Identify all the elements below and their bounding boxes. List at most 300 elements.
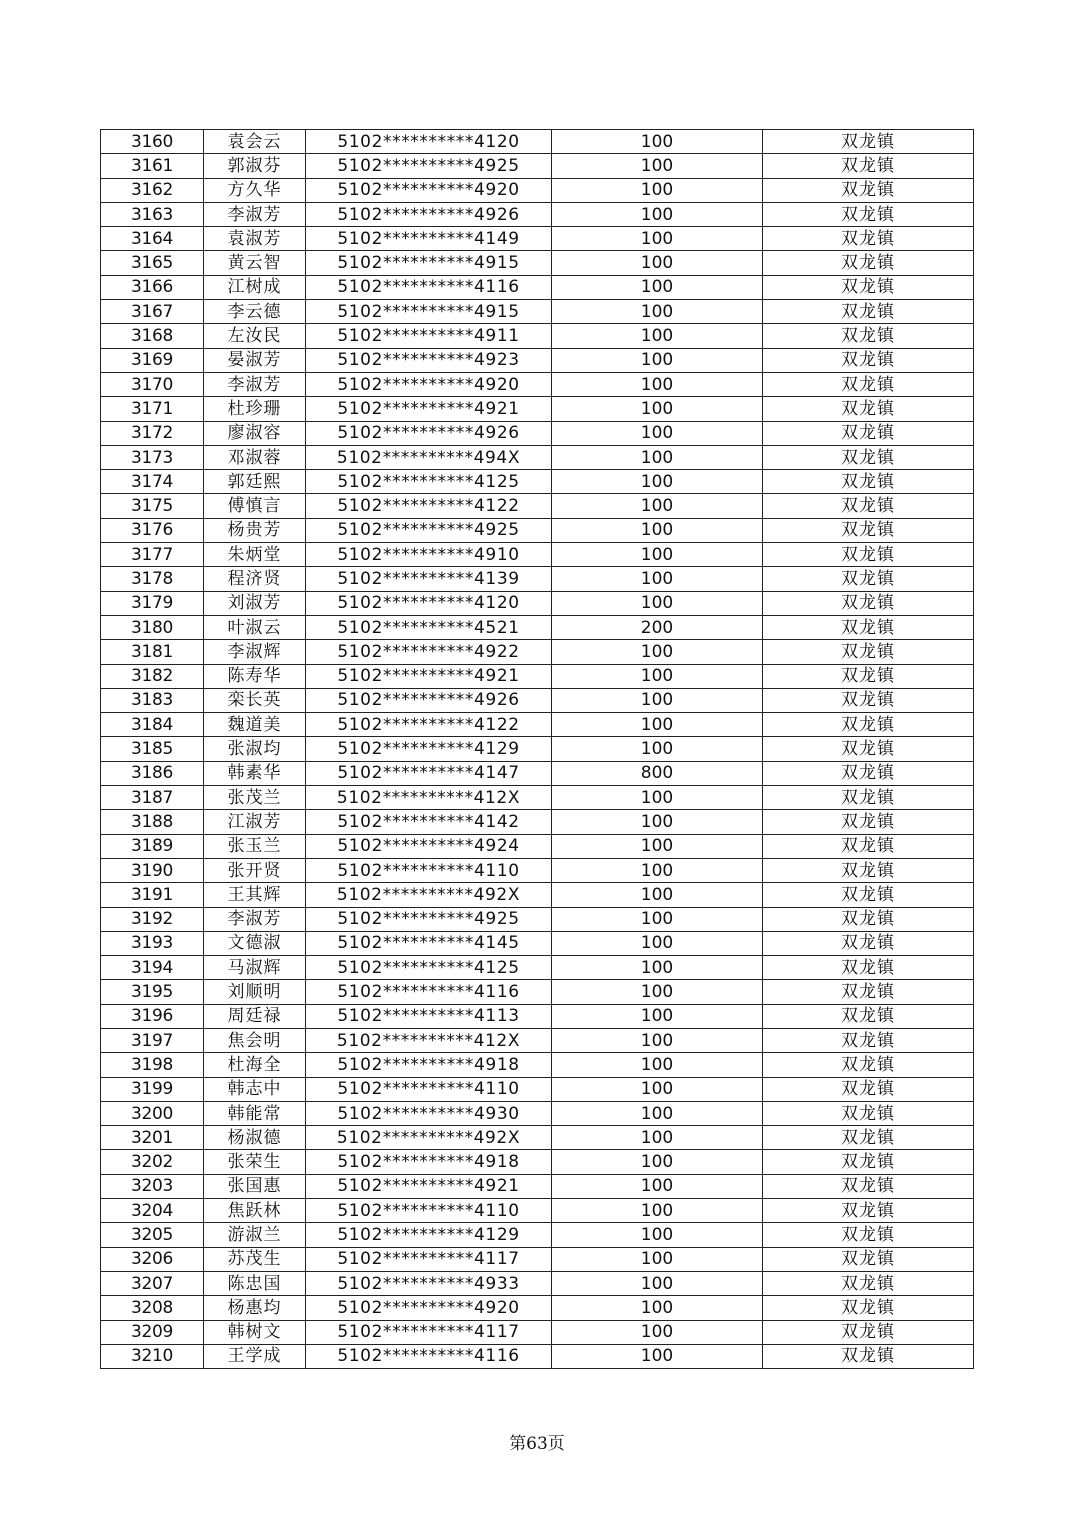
id-number-cell: 5102**********4116 (306, 275, 552, 299)
town-cell: 双龙镇 (763, 1101, 974, 1125)
name-cell: 方久华 (204, 178, 306, 202)
serial-number-cell: 3186 (101, 761, 204, 785)
table-row (101, 518, 974, 542)
town-cell: 双龙镇 (763, 1296, 974, 1320)
amount-cell: 100 (552, 154, 763, 178)
town-cell: 双龙镇 (763, 591, 974, 615)
name-cell: 杜海全 (204, 1053, 306, 1077)
serial-number-cell: 3190 (101, 858, 204, 882)
amount-cell: 100 (552, 591, 763, 615)
serial-number-cell: 3171 (101, 397, 204, 421)
serial-number-cell: 3184 (101, 713, 204, 737)
name-cell: 陈忠国 (204, 1271, 306, 1295)
table-row (101, 421, 974, 445)
town-cell: 双龙镇 (763, 130, 974, 154)
id-number-cell: 5102**********4918 (306, 1053, 552, 1077)
id-number-cell: 5102**********4125 (306, 956, 552, 980)
name-cell: 程济贤 (204, 567, 306, 591)
amount-cell: 100 (552, 1077, 763, 1101)
table-row (101, 1101, 974, 1125)
amount-cell: 100 (552, 130, 763, 154)
amount-cell: 100 (552, 1247, 763, 1271)
amount-cell: 100 (552, 713, 763, 737)
serial-number-cell: 3165 (101, 251, 204, 275)
name-cell: 陈寿华 (204, 664, 306, 688)
table-row (101, 858, 974, 882)
name-cell: 杨贵芳 (204, 518, 306, 542)
name-cell: 郭廷熙 (204, 470, 306, 494)
id-number-cell: 5102**********4116 (306, 980, 552, 1004)
id-number-cell: 5102**********412X (306, 786, 552, 810)
town-cell: 双龙镇 (763, 202, 974, 226)
id-number-cell: 5102**********4142 (306, 810, 552, 834)
name-cell: 李云德 (204, 300, 306, 324)
table-row (101, 591, 974, 615)
name-cell: 杜珍珊 (204, 397, 306, 421)
town-cell: 双龙镇 (763, 421, 974, 445)
town-cell: 双龙镇 (763, 737, 974, 761)
id-number-cell: 5102**********4110 (306, 1077, 552, 1101)
name-cell: 郭淑芬 (204, 154, 306, 178)
id-number-cell: 5102**********4139 (306, 567, 552, 591)
amount-cell: 100 (552, 1174, 763, 1198)
town-cell: 双龙镇 (763, 761, 974, 785)
serial-number-cell: 3172 (101, 421, 204, 445)
town-cell: 双龙镇 (763, 956, 974, 980)
town-cell: 双龙镇 (763, 1150, 974, 1174)
amount-cell: 100 (552, 324, 763, 348)
serial-number-cell: 3189 (101, 834, 204, 858)
id-number-cell: 5102**********4110 (306, 1199, 552, 1223)
id-number-cell: 5102**********4920 (306, 372, 552, 396)
amount-cell: 100 (552, 980, 763, 1004)
serial-number-cell: 3209 (101, 1320, 204, 1344)
serial-number-cell: 3183 (101, 688, 204, 712)
table-row (101, 275, 974, 299)
table-row (101, 227, 974, 251)
name-cell: 叶淑云 (204, 615, 306, 639)
serial-number-cell: 3192 (101, 907, 204, 931)
name-cell: 袁会云 (204, 130, 306, 154)
amount-cell: 100 (552, 1004, 763, 1028)
amount-cell: 100 (552, 445, 763, 469)
name-cell: 王学成 (204, 1344, 306, 1368)
name-cell: 魏道美 (204, 713, 306, 737)
table-row (101, 1053, 974, 1077)
name-cell: 张荣生 (204, 1150, 306, 1174)
serial-number-cell: 3210 (101, 1344, 204, 1368)
table-row (101, 1344, 974, 1368)
table-row (101, 664, 974, 688)
name-cell: 廖淑容 (204, 421, 306, 445)
id-number-cell: 5102**********4921 (306, 1174, 552, 1198)
town-cell: 双龙镇 (763, 1271, 974, 1295)
table-row (101, 1126, 974, 1150)
records-table (100, 129, 974, 1369)
serial-number-cell: 3198 (101, 1053, 204, 1077)
id-number-cell: 5102**********4147 (306, 761, 552, 785)
town-cell: 双龙镇 (763, 518, 974, 542)
serial-number-cell: 3178 (101, 567, 204, 591)
serial-number-cell: 3197 (101, 1028, 204, 1052)
amount-cell: 100 (552, 786, 763, 810)
amount-cell: 100 (552, 1028, 763, 1052)
serial-number-cell: 3201 (101, 1126, 204, 1150)
id-number-cell: 5102**********4920 (306, 178, 552, 202)
town-cell: 双龙镇 (763, 1344, 974, 1368)
id-number-cell: 5102**********4926 (306, 421, 552, 445)
table-row (101, 1174, 974, 1198)
amount-cell: 100 (552, 178, 763, 202)
serial-number-cell: 3177 (101, 543, 204, 567)
table-row (101, 1296, 974, 1320)
name-cell: 王其辉 (204, 883, 306, 907)
id-number-cell: 5102**********4113 (306, 1004, 552, 1028)
id-number-cell: 5102**********4915 (306, 300, 552, 324)
serial-number-cell: 3188 (101, 810, 204, 834)
amount-cell: 100 (552, 1126, 763, 1150)
id-number-cell: 5102**********4933 (306, 1271, 552, 1295)
table-row (101, 543, 974, 567)
records-sheet (100, 129, 973, 1369)
table-row (101, 372, 974, 396)
id-number-cell: 5102**********4521 (306, 615, 552, 639)
town-cell: 双龙镇 (763, 348, 974, 372)
amount-cell: 100 (552, 543, 763, 567)
table-row (101, 470, 974, 494)
serial-number-cell: 3187 (101, 786, 204, 810)
town-cell: 双龙镇 (763, 300, 974, 324)
amount-cell: 100 (552, 956, 763, 980)
name-cell: 韩能常 (204, 1101, 306, 1125)
name-cell: 左汝民 (204, 324, 306, 348)
amount-cell: 100 (552, 858, 763, 882)
amount-cell: 100 (552, 275, 763, 299)
amount-cell: 100 (552, 907, 763, 931)
serial-number-cell: 3195 (101, 980, 204, 1004)
serial-number-cell: 3185 (101, 737, 204, 761)
id-number-cell: 5102**********4925 (306, 154, 552, 178)
amount-cell: 100 (552, 1199, 763, 1223)
table-row (101, 931, 974, 955)
serial-number-cell: 3164 (101, 227, 204, 251)
amount-cell: 100 (552, 518, 763, 542)
amount-cell: 100 (552, 810, 763, 834)
table-row (101, 834, 974, 858)
name-cell: 张淑均 (204, 737, 306, 761)
amount-cell: 100 (552, 640, 763, 664)
name-cell: 晏淑芳 (204, 348, 306, 372)
id-number-cell: 5102**********4922 (306, 640, 552, 664)
table-row (101, 1004, 974, 1028)
name-cell: 杨惠均 (204, 1296, 306, 1320)
serial-number-cell: 3206 (101, 1247, 204, 1271)
id-number-cell: 5102**********4923 (306, 348, 552, 372)
id-number-cell: 5102**********4915 (306, 251, 552, 275)
serial-number-cell: 3170 (101, 372, 204, 396)
town-cell: 双龙镇 (763, 1126, 974, 1150)
amount-cell: 100 (552, 737, 763, 761)
name-cell: 李淑芳 (204, 202, 306, 226)
serial-number-cell: 3181 (101, 640, 204, 664)
table-row (101, 956, 974, 980)
table-row (101, 348, 974, 372)
name-cell: 李淑辉 (204, 640, 306, 664)
name-cell: 焦跃林 (204, 1199, 306, 1223)
town-cell: 双龙镇 (763, 1028, 974, 1052)
serial-number-cell: 3180 (101, 615, 204, 639)
id-number-cell: 5102**********4125 (306, 470, 552, 494)
town-cell: 双龙镇 (763, 1004, 974, 1028)
name-cell: 张开贤 (204, 858, 306, 882)
amount-cell: 800 (552, 761, 763, 785)
town-cell: 双龙镇 (763, 640, 974, 664)
town-cell: 双龙镇 (763, 931, 974, 955)
amount-cell: 100 (552, 1344, 763, 1368)
table-row (101, 737, 974, 761)
id-number-cell: 5102**********4924 (306, 834, 552, 858)
town-cell: 双龙镇 (763, 1077, 974, 1101)
name-cell: 黄云智 (204, 251, 306, 275)
serial-number-cell: 3160 (101, 130, 204, 154)
records-table-body (101, 130, 974, 1369)
table-row (101, 300, 974, 324)
id-number-cell: 5102**********494X (306, 445, 552, 469)
id-number-cell: 5102**********4918 (306, 1150, 552, 1174)
amount-cell: 100 (552, 883, 763, 907)
serial-number-cell: 3202 (101, 1150, 204, 1174)
table-row (101, 445, 974, 469)
table-row (101, 615, 974, 639)
id-number-cell: 5102**********4122 (306, 494, 552, 518)
table-row (101, 786, 974, 810)
id-number-cell: 5102**********4925 (306, 518, 552, 542)
serial-number-cell: 3194 (101, 956, 204, 980)
table-row (101, 130, 974, 154)
town-cell: 双龙镇 (763, 227, 974, 251)
amount-cell: 100 (552, 397, 763, 421)
town-cell: 双龙镇 (763, 543, 974, 567)
amount-cell: 100 (552, 202, 763, 226)
serial-number-cell: 3166 (101, 275, 204, 299)
amount-cell: 100 (552, 1296, 763, 1320)
table-row (101, 251, 974, 275)
serial-number-cell: 3191 (101, 883, 204, 907)
amount-cell: 100 (552, 227, 763, 251)
id-number-cell: 5102**********4129 (306, 737, 552, 761)
id-number-cell: 5102**********4149 (306, 227, 552, 251)
town-cell: 双龙镇 (763, 858, 974, 882)
serial-number-cell: 3204 (101, 1199, 204, 1223)
name-cell: 张国惠 (204, 1174, 306, 1198)
table-row (101, 178, 974, 202)
serial-number-cell: 3208 (101, 1296, 204, 1320)
amount-cell: 100 (552, 348, 763, 372)
name-cell: 韩树文 (204, 1320, 306, 1344)
table-row (101, 1247, 974, 1271)
amount-cell: 200 (552, 615, 763, 639)
name-cell: 刘顺明 (204, 980, 306, 1004)
table-row (101, 567, 974, 591)
table-row (101, 810, 974, 834)
name-cell: 江淑芳 (204, 810, 306, 834)
table-row (101, 1223, 974, 1247)
town-cell: 双龙镇 (763, 810, 974, 834)
id-number-cell: 5102**********4116 (306, 1344, 552, 1368)
town-cell: 双龙镇 (763, 664, 974, 688)
id-number-cell: 5102**********4925 (306, 907, 552, 931)
id-number-cell: 5102**********4117 (306, 1320, 552, 1344)
town-cell: 双龙镇 (763, 1320, 974, 1344)
serial-number-cell: 3205 (101, 1223, 204, 1247)
table-row (101, 1320, 974, 1344)
name-cell: 游淑兰 (204, 1223, 306, 1247)
name-cell: 袁淑芳 (204, 227, 306, 251)
id-number-cell: 5102**********4120 (306, 130, 552, 154)
name-cell: 邓淑蓉 (204, 445, 306, 469)
town-cell: 双龙镇 (763, 178, 974, 202)
amount-cell: 100 (552, 834, 763, 858)
table-row (101, 397, 974, 421)
serial-number-cell: 3203 (101, 1174, 204, 1198)
name-cell: 江树成 (204, 275, 306, 299)
amount-cell: 100 (552, 931, 763, 955)
amount-cell: 100 (552, 567, 763, 591)
id-number-cell: 5102**********4926 (306, 688, 552, 712)
id-number-cell: 5102**********4930 (306, 1101, 552, 1125)
id-number-cell: 5102**********492X (306, 883, 552, 907)
name-cell: 张茂兰 (204, 786, 306, 810)
town-cell: 双龙镇 (763, 1247, 974, 1271)
table-row (101, 1199, 974, 1223)
town-cell: 双龙镇 (763, 688, 974, 712)
serial-number-cell: 3162 (101, 178, 204, 202)
town-cell: 双龙镇 (763, 615, 974, 639)
town-cell: 双龙镇 (763, 470, 974, 494)
serial-number-cell: 3175 (101, 494, 204, 518)
serial-number-cell: 3196 (101, 1004, 204, 1028)
town-cell: 双龙镇 (763, 154, 974, 178)
amount-cell: 100 (552, 1320, 763, 1344)
id-number-cell: 5102**********412X (306, 1028, 552, 1052)
table-row (101, 494, 974, 518)
id-number-cell: 5102**********492X (306, 1126, 552, 1150)
name-cell: 杨淑德 (204, 1126, 306, 1150)
table-row (101, 1271, 974, 1295)
town-cell: 双龙镇 (763, 324, 974, 348)
town-cell: 双龙镇 (763, 372, 974, 396)
town-cell: 双龙镇 (763, 1223, 974, 1247)
table-row (101, 713, 974, 737)
amount-cell: 100 (552, 1101, 763, 1125)
serial-number-cell: 3168 (101, 324, 204, 348)
town-cell: 双龙镇 (763, 980, 974, 1004)
name-cell: 马淑辉 (204, 956, 306, 980)
table-row (101, 324, 974, 348)
name-cell: 苏茂生 (204, 1247, 306, 1271)
town-cell: 双龙镇 (763, 786, 974, 810)
name-cell: 栾长英 (204, 688, 306, 712)
serial-number-cell: 3199 (101, 1077, 204, 1101)
page-number: 第63页 (509, 1434, 565, 1454)
table-row (101, 1028, 974, 1052)
serial-number-cell: 3167 (101, 300, 204, 324)
serial-number-cell: 3173 (101, 445, 204, 469)
serial-number-cell: 3174 (101, 470, 204, 494)
amount-cell: 100 (552, 1271, 763, 1295)
amount-cell: 100 (552, 494, 763, 518)
table-row (101, 907, 974, 931)
serial-number-cell: 3176 (101, 518, 204, 542)
town-cell: 双龙镇 (763, 567, 974, 591)
town-cell: 双龙镇 (763, 445, 974, 469)
id-number-cell: 5102**********4110 (306, 858, 552, 882)
town-cell: 双龙镇 (763, 251, 974, 275)
amount-cell: 100 (552, 688, 763, 712)
table-row (101, 1150, 974, 1174)
town-cell: 双龙镇 (763, 1199, 974, 1223)
table-row (101, 883, 974, 907)
id-number-cell: 5102**********4145 (306, 931, 552, 955)
amount-cell: 100 (552, 1223, 763, 1247)
table-row (101, 761, 974, 785)
id-number-cell: 5102**********4117 (306, 1247, 552, 1271)
serial-number-cell: 3193 (101, 931, 204, 955)
serial-number-cell: 3207 (101, 1271, 204, 1295)
name-cell: 张玉兰 (204, 834, 306, 858)
table-row (101, 688, 974, 712)
id-number-cell: 5102**********4122 (306, 713, 552, 737)
town-cell: 双龙镇 (763, 713, 974, 737)
amount-cell: 100 (552, 372, 763, 396)
serial-number-cell: 3200 (101, 1101, 204, 1125)
table-row (101, 202, 974, 226)
name-cell: 周廷禄 (204, 1004, 306, 1028)
name-cell: 韩志中 (204, 1077, 306, 1101)
amount-cell: 100 (552, 300, 763, 324)
table-row (101, 640, 974, 664)
name-cell: 刘淑芳 (204, 591, 306, 615)
town-cell: 双龙镇 (763, 883, 974, 907)
id-number-cell: 5102**********4910 (306, 543, 552, 567)
table-row (101, 154, 974, 178)
amount-cell: 100 (552, 470, 763, 494)
id-number-cell: 5102**********4120 (306, 591, 552, 615)
serial-number-cell: 3161 (101, 154, 204, 178)
table-row (101, 1077, 974, 1101)
id-number-cell: 5102**********4926 (306, 202, 552, 226)
serial-number-cell: 3179 (101, 591, 204, 615)
name-cell: 文德淑 (204, 931, 306, 955)
amount-cell: 100 (552, 664, 763, 688)
name-cell: 朱炳堂 (204, 543, 306, 567)
amount-cell: 100 (552, 421, 763, 445)
town-cell: 双龙镇 (763, 275, 974, 299)
name-cell: 李淑芳 (204, 372, 306, 396)
town-cell: 双龙镇 (763, 834, 974, 858)
town-cell: 双龙镇 (763, 1053, 974, 1077)
id-number-cell: 5102**********4920 (306, 1296, 552, 1320)
amount-cell: 100 (552, 251, 763, 275)
town-cell: 双龙镇 (763, 494, 974, 518)
name-cell: 韩素华 (204, 761, 306, 785)
town-cell: 双龙镇 (763, 1174, 974, 1198)
town-cell: 双龙镇 (763, 397, 974, 421)
name-cell: 李淑芳 (204, 907, 306, 931)
amount-cell: 100 (552, 1053, 763, 1077)
id-number-cell: 5102**********4911 (306, 324, 552, 348)
id-number-cell: 5102**********4921 (306, 397, 552, 421)
